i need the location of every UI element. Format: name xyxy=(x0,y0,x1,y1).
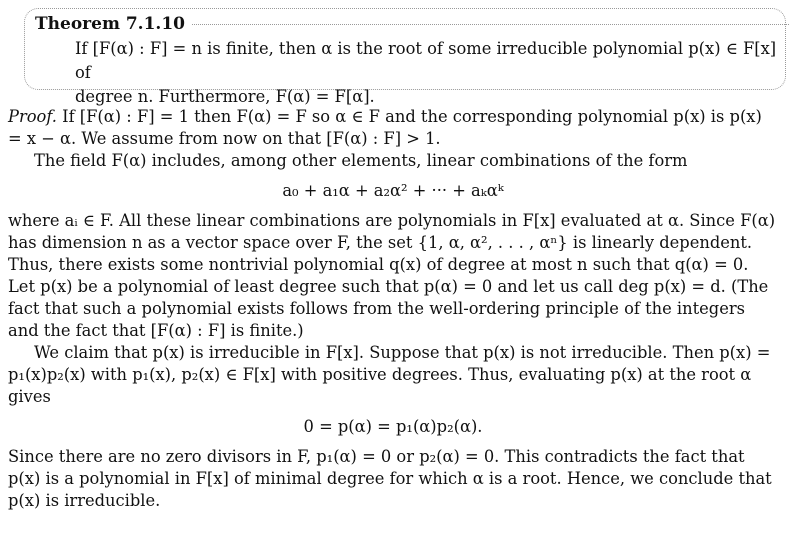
proof xyxy=(8,106,778,512)
proof-paragraph-1 xyxy=(8,106,778,150)
theorem-line-2: degree n. Furthermore, F(α) = F[α]. xyxy=(75,87,375,106)
theorem-line-1: If [F(α) : F] = n is finite, then α is the root of some irreducible polynomial p(x) ∈ F[x] of xyxy=(75,39,777,82)
proof-text-1: If [F(α) : F] = 1 then F(α) = F so α ∈ F and the corresponding polynomial p(x) is p(x) = x − α. We assume from now on that [F(α) : F] > 1. xyxy=(8,107,762,148)
theorem-title: Theorem 7.1.10 xyxy=(35,13,191,35)
theorem-statement xyxy=(75,37,795,109)
equation-linear-combination: a₀ + a₁α + a₂α² + ··· + aₖαᵏ xyxy=(282,181,504,200)
proof-label: Proof. xyxy=(8,107,57,126)
proof-paragraph-4: We claim that p(x) is irreducible in F[x]. Suppose that p(x) is not irreducible. Then p(x) = p₁(x)p₂(x) with p₁(x), p₂(x) ∈ F[x] with positive degrees. Thus, evaluating p(x) at the root α gives xyxy=(8,343,771,406)
proof-paragraph-2: The field F(α) includes, among other elements, linear combinations of the form xyxy=(34,151,688,170)
title-rule xyxy=(189,24,789,25)
theorem-box xyxy=(24,8,786,106)
proof-paragraph-5: Since there are no zero divisors in F, p₁(α) = 0 or p₂(α) = 0. This contradicts the fact that p(x) is a polynomial in F[x] of minimal degree for which α is a root. Hence, we conclude that p(x) is irreducible. xyxy=(8,447,772,510)
proof-paragraph-3: where aᵢ ∈ F. All these linear combinations are polynomials in F[x] evaluated at α. Since F(α) has dimension n as a vector space over F, the set {1, α, α², . . . , αⁿ} is linearly dependent. Thus, there exists some nontrivial polynomial q(x) of degree at most n such that q(α) = 0. Let p(x) be a polynomial of least degree such that p(α) = 0 and let us call deg p(x) = d. (The fact that such a polynomial exists follows from the well-ordering principle of the integers and the fact that [F(α) : F] is finite.) xyxy=(8,211,776,340)
equation-factorization: 0 = p(α) = p₁(α)p₂(α). xyxy=(303,417,483,436)
